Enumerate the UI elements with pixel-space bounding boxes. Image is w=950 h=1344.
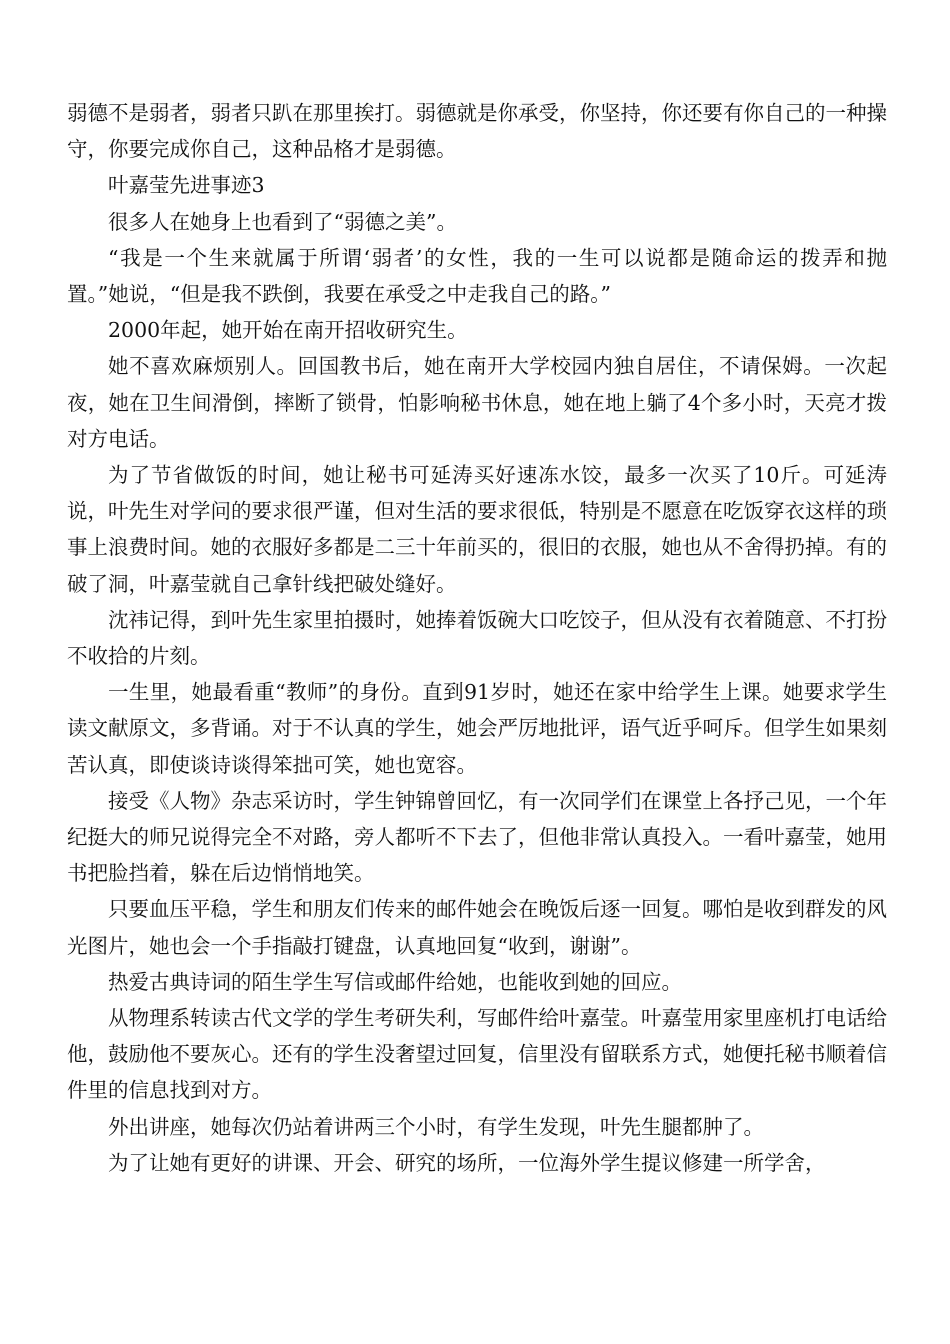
paragraph: “我是一个生来就属于所谓‘弱者’的女性，我的一生可以说都是随命运的拨弄和抛置。”她说，“但是我不跌倒，我要在承受之中走我自己的路。”: [67, 245, 887, 307]
section-heading: 叶嘉莹先进事迹3: [108, 173, 265, 198]
paragraph-continuation: 弱德不是弱者，弱者只趴在那里挨打。弱德就是你承受，你坚持，你还要有你自己的一种操守，你要完成你自己，这种品格才是弱德。: [67, 101, 887, 162]
paragraph: 2000年起，她开始在南开招收研究生。: [108, 318, 468, 343]
paragraph: 只要血压平稳，学生和朋友们传来的邮件她会在晚饭后逐一回复。哪怕是收到群发的风光图片，她也会一个手指敲打键盘，认真地回复“收到，谢谢”。: [67, 897, 887, 958]
paragraph: 她不喜欢麻烦别人。回国教书后，她在南开大学校园内独自居住，不请保姆。一次起夜，她在卫生间滑倒，摔断了锁骨，怕影响秘书休息，她在地上躺了4个多小时，天亮才拨对方电话。: [67, 354, 887, 451]
paragraph: 为了节省做饭的时间，她让秘书可延涛买好速冻水饺，最多一次买了10斤。可延涛说，叶先生对学问的要求很严谨，但对生活的要求很低，特别是不愿意在吃饭穿衣这样的琐事上浪费时间。她的衣服好多都是二三十年前买的，很旧的衣服，她也从不舍得扔掉。有的破了洞，叶嘉莹就自己拿针线把破处缝好。: [67, 463, 887, 596]
paragraph: 很多人在她身上也看到了“弱德之美”。: [108, 209, 457, 234]
paragraph: 一生里，她最看重“教师”的身份。直到91岁时，她还在家中给学生上课。她要求学生读文献原文，多背诵。对于不认真的学生，她会严厉地批评，语气近乎呵斥。但学生如果刻苦认真，即使谈诗谈得笨拙可笑，她也宽容。: [67, 680, 887, 777]
paragraph: 沈祎记得，到叶先生家里拍摄时，她捧着饭碗大口吃饺子，但从没有衣着随意、不打扮不收拾的片刻。: [67, 607, 887, 669]
paragraph: 从物理系转读古代文学的学生考研失利，写邮件给叶嘉莹。叶嘉莹用家里座机打电话给他，鼓励他不要灰心。还有的学生没奢望过回复，信里没有留联系方式，她便托秘书顺着信件里的信息找到对方。: [67, 1006, 887, 1103]
paragraph: 外出讲座，她每次仍站着讲两三个小时，有学生发现，叶先生腿都肿了。: [108, 1114, 764, 1139]
paragraph: 热爱古典诗词的陌生学生写信或邮件给她，也能收到她的回应。: [108, 969, 682, 994]
paragraph: 接受《人物》杂志采访时，学生钟锦曾回忆，有一次同学们在课堂上各抒己见，一个年纪挺大的师兄说得完全不对路，旁人都听不下去了，但他非常认真投入。一看叶嘉莹，她用书把脸挡着，躲在后边悄悄地笑。: [67, 788, 887, 886]
paragraph: 为了让她有更好的讲课、开会、研究的场所，一位海外学生提议修建一所学舍，: [108, 1150, 826, 1175]
document-body: [67, 95, 887, 1181]
